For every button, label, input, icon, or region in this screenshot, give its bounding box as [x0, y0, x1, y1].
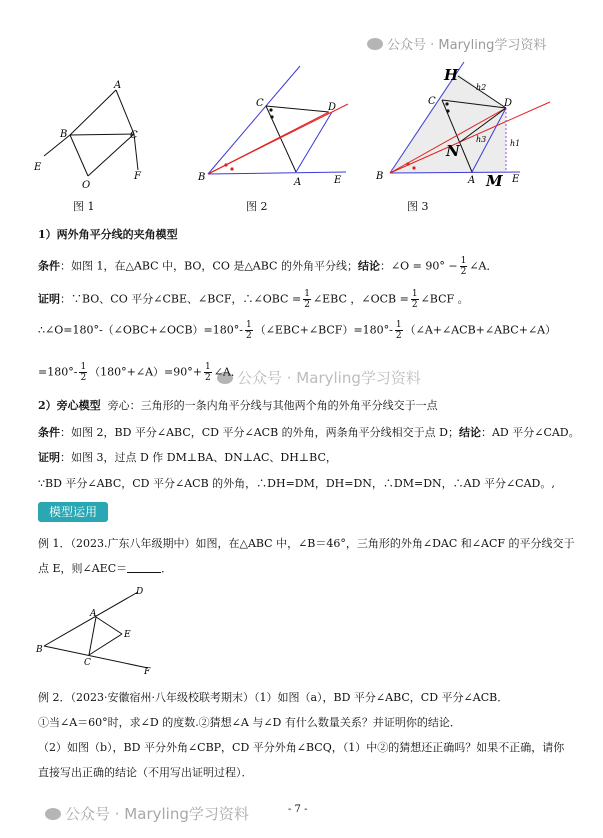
fig2-dot: [269, 108, 272, 111]
proof-label: 证明: [38, 292, 60, 306]
fig1-label-B: B: [60, 129, 68, 140]
figure-1: [30, 78, 160, 190]
example1-line1: 例 1．（2023.广东八年级期中）如图，在△ABC 中，∠B＝46°，三角形的外角∠DAC 和∠ACF 的平分线交于: [38, 537, 575, 550]
fig3-dot: [446, 109, 449, 112]
example2-line2: ①当∠A＝60°时，求∠D 的度数.②猜想∠A 与∠D 有什么数量关系？并证明你的结论．: [38, 716, 461, 729]
fig2-label-A: A: [294, 177, 302, 188]
section1-proof-line3: =180°- $\frac{1}{2}$ （180°+∠A）=90°+ $\frac{1}{2}$ ∠A．: [38, 362, 242, 383]
ex1-segment-BC-ray: [44, 646, 148, 668]
section1-proof-line2: ∴∠O=180°-（∠OBC+∠OCB）=180°- $\frac{1}{2}$ （∠EBC+∠BCF）=180°- $\frac{1}{2}$ （∠A+∠ACB+∠ABC+∠A）: [38, 320, 557, 341]
fig1-segment-AC: [116, 90, 134, 134]
fig3-label-B: B: [376, 171, 384, 182]
fig1-label-A: A: [114, 80, 122, 91]
fig2-segment-CA: [266, 106, 296, 172]
example2-line1: 例 2．（2023·安徽宿州·八年级校联考期末）（1）如图（a），BD 平分∠ABC，CD 平分∠ACB．: [38, 691, 509, 704]
fig3-label-A: A: [468, 175, 476, 186]
section2-condition: 条件：如图 2，BD 平分∠ABC，CD 平分∠ACB 的外角，两条角平分线相交于点 D；结论：AD 平分∠CAD。: [38, 426, 580, 439]
fig2-label-B: B: [198, 172, 206, 183]
fig2-ray-BC: [208, 66, 300, 174]
fig1-segment-CO: [88, 134, 134, 176]
fraction-half: $\frac{1}{2}$: [245, 320, 252, 341]
fig1-segment-BO: [70, 135, 88, 176]
fig2-label-C: C: [256, 98, 264, 109]
ex1-label-B: B: [36, 645, 43, 655]
fig2-label-E: E: [334, 175, 342, 186]
ex1-label-F: F: [144, 667, 151, 676]
fig3-label-N: N: [446, 142, 460, 160]
ex1-label-A: A: [90, 609, 97, 619]
fig1-segment-AB: [70, 90, 116, 135]
ex1-segment-AE: [96, 617, 122, 634]
watermark-top: 公众号 · Maryling学习资料: [367, 34, 546, 53]
fig3-dot: [406, 162, 409, 165]
fig3-dot: [412, 166, 415, 169]
ex1-label-E: E: [124, 630, 131, 640]
example2-line3: （2）如图（b），BD 平分外角∠CBP，CD 平分外角∠BCQ，（1）中②的猜想还正确吗？如果不正确，请你: [38, 741, 565, 754]
fig3-dot: [445, 102, 448, 105]
fig3-label-h2: h2: [476, 83, 487, 92]
wechat-icon: [45, 808, 61, 820]
fig2-dot: [270, 115, 273, 118]
ex1-label-D: D: [136, 587, 144, 597]
example1-line2: 点 E，则∠AEC＝ ．: [38, 562, 173, 575]
section1-proof-line1: 证明：∵BO、CO 平分∠CBE、∠BCF，∴∠OBC = $\frac{1}{2}$ ∠EBC ，∠OCB = $\frac{1}{2}$ ∠BCF 。: [38, 289, 469, 310]
figure-3: [372, 58, 552, 190]
fig3-label-H: H: [444, 66, 459, 84]
fig2-ray-BE: [208, 172, 346, 174]
section2-proof-line2: ∵BD 平分∠ABC，CD 平分∠ACB 的外角，∴DH=DM，DH=DN，∴DM=DN，∴AD 平分∠CAD。,: [38, 477, 555, 490]
fig2-dot: [224, 163, 227, 166]
figure-2: [196, 64, 356, 188]
fig3-caption: 图 3: [407, 200, 429, 213]
fraction-half: $\frac{1}{2}$: [411, 289, 418, 310]
fig1-label-E: E: [34, 162, 42, 173]
ex1-segment-CE: [89, 634, 122, 655]
fig3-label-E: E: [512, 174, 520, 185]
ex1-label-C: C: [84, 658, 91, 668]
section2-heading: 2）旁心模型 旁心：三角形的一条内角平分线与其他两个角的外角平分线交于一点: [38, 399, 438, 412]
fig1-label-F: F: [134, 171, 141, 182]
section2-proof-line1: 证明：如图 3，过点 D 作 DM⊥BA、DN⊥AC、DH⊥BC，: [38, 451, 337, 464]
fig3-label-D: D: [504, 98, 513, 109]
conclusion-label: 结论: [357, 259, 380, 273]
answer-blank: [127, 562, 161, 573]
section1-condition: 条件：如图 1，在△ABC 中，BO，CO 是△ABC 的外角平分线；结论：∠O = 90° − $\frac{1}{2}$ ∠A．: [38, 256, 498, 277]
example1-figure: [34, 584, 164, 676]
ex1-segment-AC: [89, 617, 96, 655]
condition-label: 条件: [38, 259, 60, 273]
fraction-half: $\frac{1}{2}$: [460, 256, 467, 277]
section1-heading: 1）两外角平分线的夹角模型: [38, 228, 178, 241]
fig1-segment-BC: [70, 134, 134, 135]
fraction-half: $\frac{1}{2}$: [204, 362, 211, 383]
fig2-label-D: D: [328, 102, 337, 113]
fig3-label-M: M: [486, 172, 503, 190]
watermark-middle: 公众号 · Maryling学习资料: [217, 367, 421, 388]
watermark-bottom: 公众号 · Maryling学习资料: [45, 803, 249, 824]
fig3-label-h1: h1: [510, 139, 521, 148]
wechat-icon: [367, 38, 383, 50]
fig3-label-C: C: [428, 96, 436, 107]
fig2-ray-red: [208, 104, 348, 174]
fraction-half: $\frac{1}{2}$: [80, 362, 87, 383]
fig1-caption: 图 1: [73, 200, 95, 213]
fig1-label-C: C: [130, 130, 138, 141]
fig1-label-O: O: [82, 180, 91, 190]
fraction-half: $\frac{1}{2}$: [395, 320, 402, 341]
fig2-caption: 图 2: [246, 200, 268, 213]
model-application-badge: 模型运用: [38, 502, 108, 522]
fig3-label-h3: h3: [476, 135, 487, 144]
example2-line4: 直接写出正确的结论（不用写出证明过程）．: [38, 766, 253, 779]
fig2-segment-CD: [266, 106, 329, 112]
page-number: - 7 -: [288, 804, 308, 815]
fraction-half: $\frac{1}{2}$: [304, 289, 310, 310]
fig2-dot: [230, 167, 233, 170]
